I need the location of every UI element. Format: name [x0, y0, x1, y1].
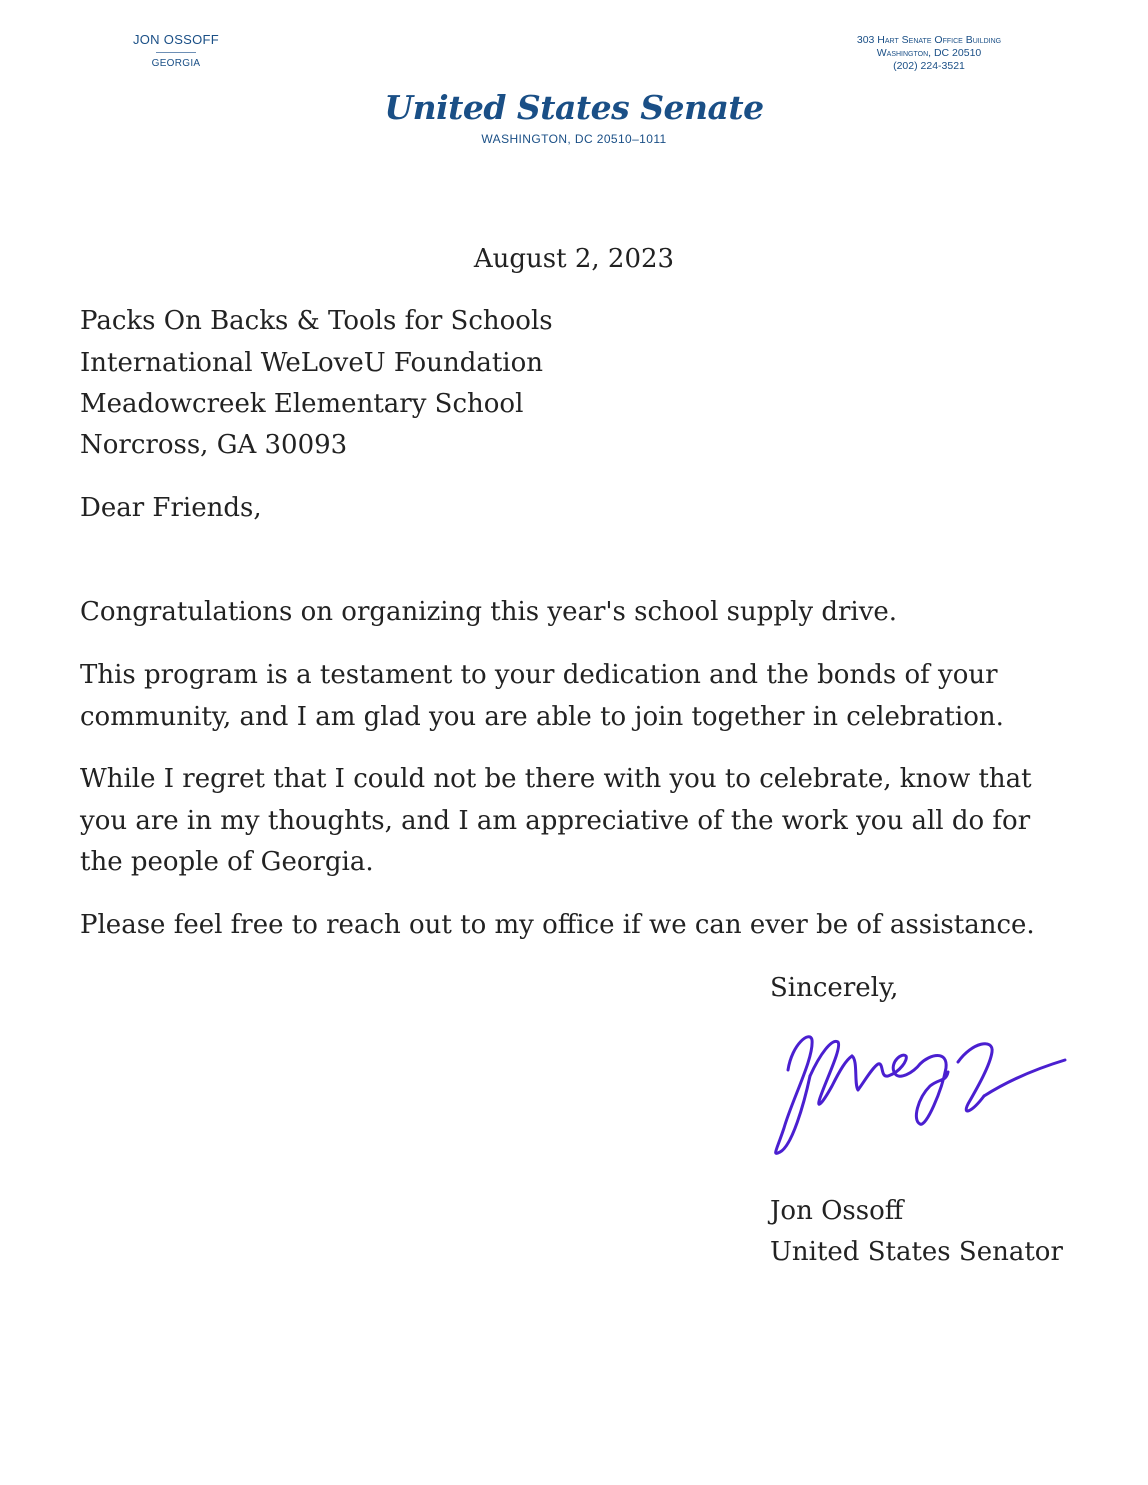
office-address-block [826, 34, 1032, 73]
letterhead-left-block [112, 32, 240, 69]
recipient-line: Packs On Backs & Tools for Schools [80, 306, 553, 336]
recipient-line: International WeLoveU Foundation [80, 348, 543, 378]
signer-title: United States Senator [770, 1237, 1063, 1267]
office-city: Washington, DC 20510 [876, 47, 982, 59]
header-divider [156, 52, 196, 53]
senate-letterhead [374, 88, 774, 146]
senator-name-header: JON OSSOFF [132, 32, 220, 47]
handwritten-signature [762, 1024, 1072, 1164]
senate-logo: United States Senate [384, 88, 764, 127]
body-paragraph: This program is a testament to your dedication and the bonds of your community, and I am glad you are able to join together in celebration. [80, 660, 1004, 732]
office-building: 303 Hart Senate Office Building [856, 34, 1002, 46]
body-paragraph: Congratulations on organizing this year's school supply drive. [80, 597, 898, 627]
signer-name: Jon Ossoff [770, 1196, 904, 1226]
closing: Sincerely, [770, 973, 899, 1003]
senate-address: WASHINGTON, DC 20510–1011 [481, 132, 667, 146]
recipient-line: Meadowcreek Elementary School [80, 389, 524, 419]
state-header: GEORGIA [151, 58, 201, 69]
letter-date: August 2, 2023 [473, 244, 675, 274]
recipient-line: Norcross, GA 30093 [80, 430, 348, 460]
salutation: Dear Friends, [80, 493, 262, 523]
body-paragraph: Please feel free to reach out to my office if we can ever be of assistance. [80, 910, 1035, 940]
office-phone: (202) 224-3521 [893, 60, 965, 72]
body-paragraph: While I regret that I could not be there with you to celebrate, know that you are in my thoughts, and I am appreciative of the work you all do for the people of Georgia. [80, 764, 1032, 877]
